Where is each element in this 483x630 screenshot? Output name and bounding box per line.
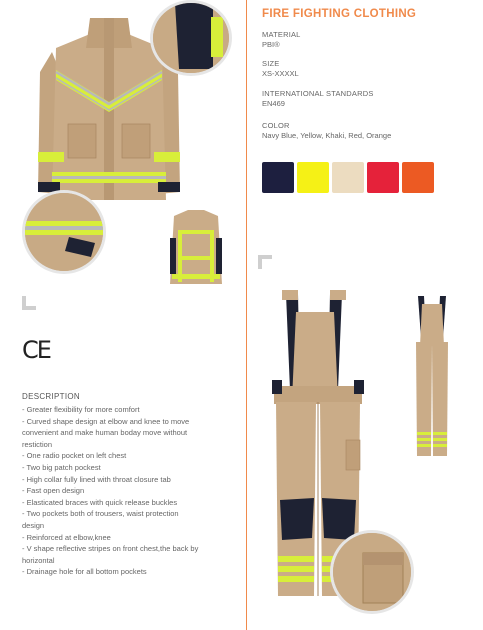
trousers-back-image — [412, 296, 452, 462]
list-item: design — [22, 520, 45, 530]
spec-value-color: Navy Blue, Yellow, Khaki, Red, Orange — [262, 131, 392, 140]
swatch-yellow — [297, 162, 329, 193]
pocket-detail-circle — [330, 530, 414, 614]
jacket-back-image — [166, 208, 226, 292]
description-title: DESCRIPTION — [22, 392, 80, 401]
list-item: - Two big patch pockest — [22, 462, 101, 472]
spec-label-size: SIZE — [262, 59, 280, 68]
list-item: - High collar fully lined with throat closure tab — [22, 474, 171, 484]
vertical-divider — [246, 0, 247, 630]
list-item: - One radio pocket on left chest — [22, 451, 127, 461]
corner-mark-left — [22, 296, 36, 310]
spec-value-standards: EN469 — [262, 99, 285, 108]
cuff-detail-circle — [22, 190, 106, 274]
corner-mark-right — [258, 255, 272, 269]
list-item: - Curved shape design at elbow and knee to move — [22, 416, 190, 426]
spec-label-material: MATERIAL — [262, 30, 301, 39]
list-item: restiction — [22, 439, 53, 449]
shoulder-detail-circle — [150, 0, 232, 76]
swatch-orange — [402, 162, 434, 193]
list-item: - Elasticated braces with quick release buckles — [22, 497, 178, 507]
spec-label-color: COLOR — [262, 121, 290, 130]
ce-mark: CE — [22, 336, 50, 364]
list-item: - Fast open design — [22, 486, 85, 496]
list-item: - V shape reflective stripes on front chest,the back by — [22, 544, 199, 554]
spec-value-material: PBI® — [262, 40, 280, 49]
list-item: horizontal — [22, 555, 55, 565]
list-item: - Drainage hole for all bottom pockets — [22, 567, 147, 577]
page-title: FIRE FIGHTING CLOTHING — [262, 8, 417, 20]
list-item: - Greater flexibility for more comfort — [22, 405, 140, 414]
color-swatches — [262, 162, 434, 193]
list-item: - Reinforced at elbow,knee — [22, 532, 111, 542]
description-list — [22, 404, 244, 578]
list-item: convenient and make human boday move without — [22, 428, 188, 438]
list-item: - Two pockets both of trousers, waist protection — [22, 509, 179, 519]
swatch-khaki — [332, 162, 364, 193]
spec-label-standards: INTERNATIONAL STANDARDS — [262, 89, 374, 98]
swatch-navy-blue — [262, 162, 294, 193]
swatch-red — [367, 162, 399, 193]
spec-value-size: XS-XXXXL — [262, 69, 299, 78]
